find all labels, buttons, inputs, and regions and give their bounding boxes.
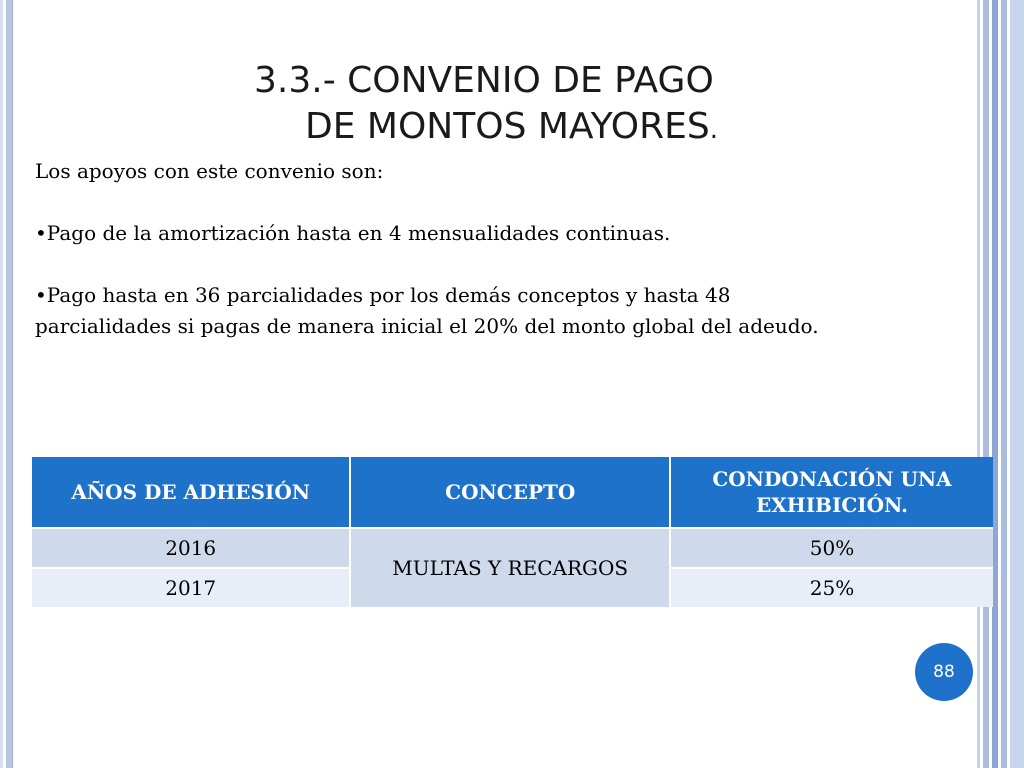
- right-stripe: [1001, 0, 1007, 768]
- cell-concept: MULTAS Y RECARGOS: [350, 528, 670, 607]
- title-period: .: [709, 115, 718, 145]
- left-border: [6, 0, 13, 768]
- header-condonation: CONDONACIÓN UNA EXHIBICIÓN.: [670, 457, 993, 528]
- left-border-accent: [0, 0, 3, 768]
- body-text: [35, 156, 965, 342]
- table-row: [32, 528, 993, 568]
- right-stripe: [992, 0, 998, 768]
- cell-rate: 25%: [670, 568, 993, 607]
- title-line-1: 3.3.- CONVENIO DE PAGO: [254, 60, 714, 101]
- cell-year: 2017: [32, 568, 350, 607]
- page-number-badge: 88: [915, 643, 973, 701]
- right-stripe: [1010, 0, 1024, 768]
- header-years: AÑOS DE ADHESIÓN: [32, 457, 350, 528]
- intro-text: Los apoyos con este convenio son:: [35, 159, 384, 183]
- header-concept: CONCEPTO: [350, 457, 670, 528]
- bullet-installments-line-2: parcialidades si pagas de manera inicial el 20% del monto global del adeudo.: [35, 314, 819, 338]
- condonation-table: [32, 457, 993, 607]
- bullet-amortization: •Pago de la amortización hasta en 4 mensualidades continuas.: [35, 221, 671, 245]
- right-stripe: [977, 0, 980, 768]
- table-header-row: [32, 457, 993, 528]
- cell-rate: 50%: [670, 528, 993, 568]
- right-stripe: [983, 0, 989, 768]
- cell-year: 2016: [32, 528, 350, 568]
- title-line-2: [305, 104, 718, 153]
- bullet-installments-line-1: •Pago hasta en 36 parcialidades por los demás conceptos y hasta 48: [35, 283, 731, 307]
- title-line-2-text: DE MONTOS MAYORES: [305, 106, 710, 147]
